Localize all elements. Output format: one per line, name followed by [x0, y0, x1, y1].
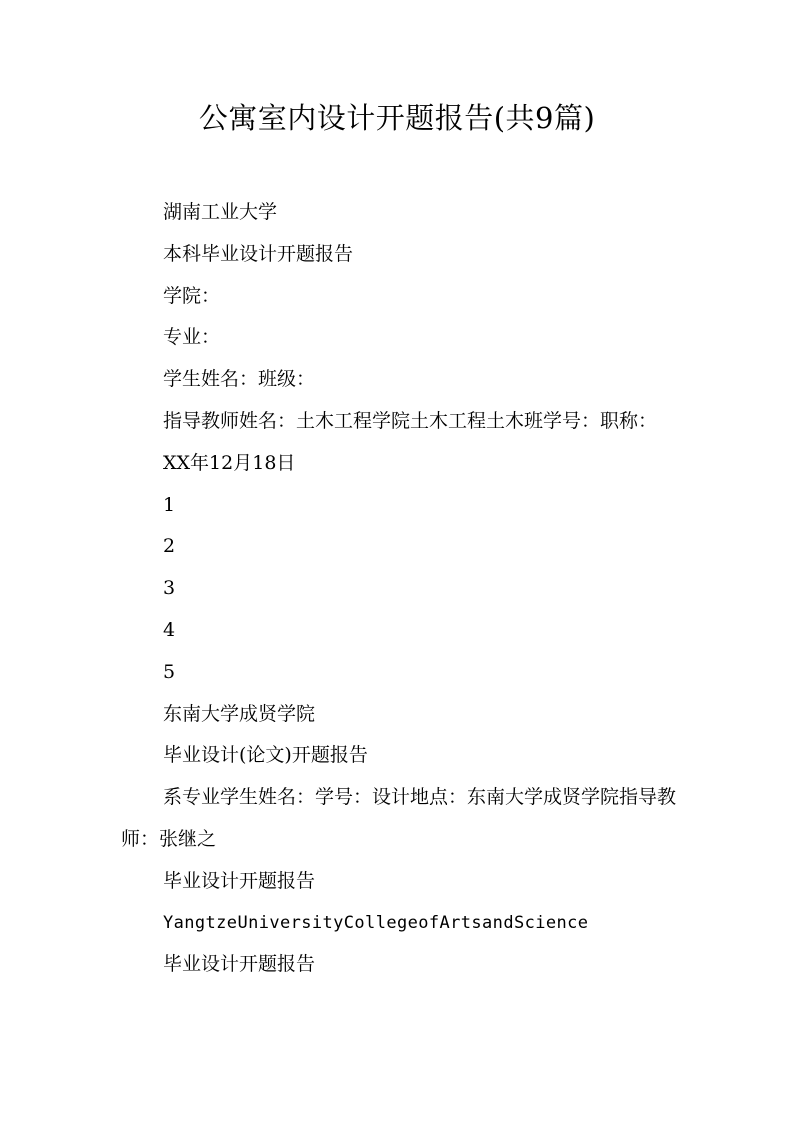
list-item: 1	[163, 493, 176, 516]
paragraph-report-heading-4: 毕业设计开题报告	[163, 953, 316, 976]
paragraph-student-advisor-info: 系专业学生姓名：学号：设计地点：东南大学成贤学院指导教师：张继之	[121, 786, 677, 850]
paragraph-date: XX年12月18日	[163, 451, 296, 474]
paragraph-report-type: 本科毕业设计开题报告	[163, 242, 354, 265]
paragraph-advisor-info: 指导教师姓名：土木工程学院土木工程土木班学号：职称：	[163, 409, 658, 432]
paragraph-report-heading-2: 毕业设计(论文)开题报告	[163, 744, 368, 767]
list-item: 3	[163, 577, 176, 600]
list-item: 5	[163, 660, 176, 683]
document-body	[121, 192, 681, 986]
paragraph-major-field: 专业：	[163, 326, 221, 349]
paragraph-college-field: 学院：	[163, 284, 221, 307]
paragraph-student-class: 学生姓名：班级：	[163, 368, 316, 391]
list-item: 4	[163, 618, 176, 641]
paragraph-report-heading-3: 毕业设计开题报告	[163, 869, 316, 892]
paragraph-university-english: YangtzeUniversityCollegeofArtsandScience	[163, 912, 589, 933]
document-title: 公寓室内设计开题报告(共9篇)	[198, 101, 596, 135]
list-item: 2	[163, 535, 176, 558]
paragraph-school: 湖南工业大学	[163, 201, 278, 223]
paragraph-school-2: 东南大学成贤学院	[163, 702, 316, 725]
